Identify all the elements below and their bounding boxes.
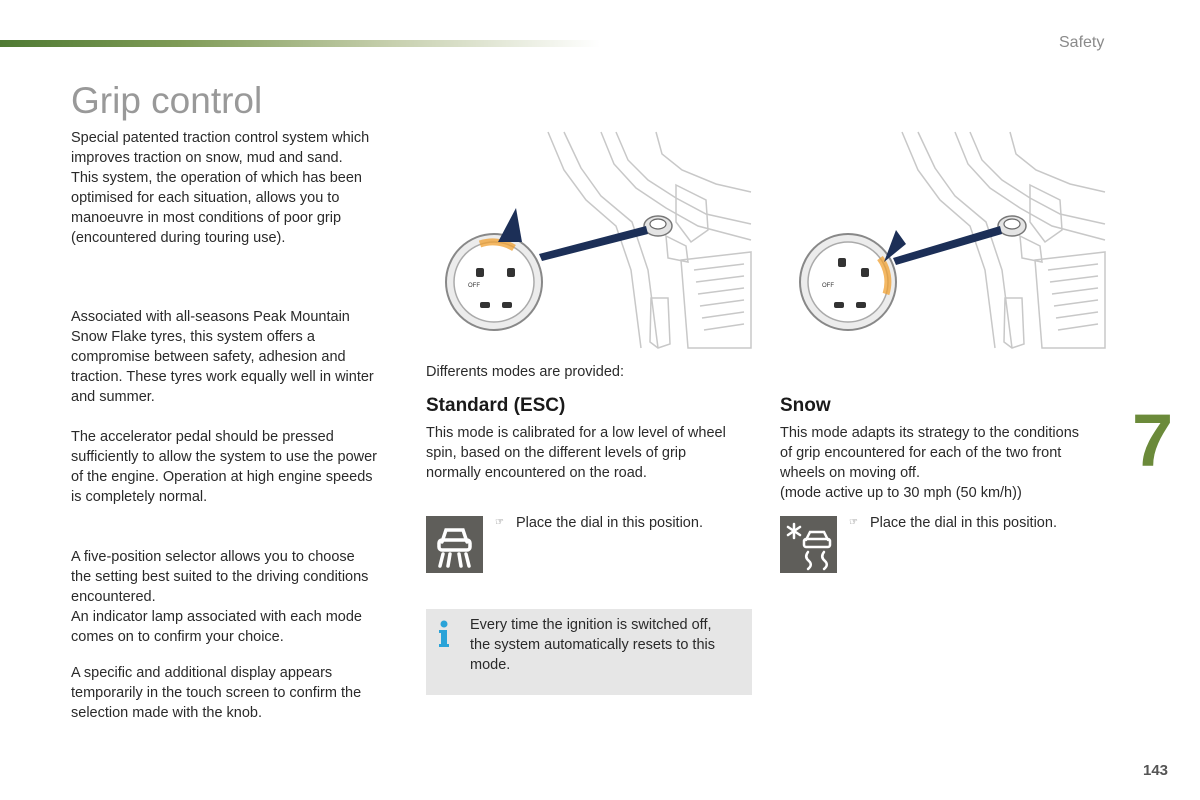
text-line: An indicator lamp associated with each mode bbox=[71, 609, 362, 625]
text-line: manoeuvre in most conditions of poor grip bbox=[71, 210, 342, 226]
text-line: compromise between safety, adhesion and bbox=[71, 349, 346, 365]
text-line: traction. These tyres work equally well in winter bbox=[71, 369, 374, 385]
standard-heading: Standard (ESC) bbox=[426, 395, 566, 416]
text-line: and summer. bbox=[71, 389, 155, 405]
page-number: 143 bbox=[1143, 762, 1169, 779]
text-line: Every time the ignition is switched off, bbox=[470, 617, 712, 633]
console-knob bbox=[998, 216, 1026, 236]
snow-mode-illustration bbox=[790, 130, 1106, 350]
console-lines bbox=[548, 132, 751, 348]
text-line: This mode is calibrated for a low level of wheel bbox=[426, 425, 726, 441]
hand-pointer-icon: ☞ bbox=[495, 517, 504, 528]
dial-off-label: OFF bbox=[468, 283, 480, 289]
selector-paragraph bbox=[71, 547, 368, 647]
text-line: (encountered during touring use). bbox=[71, 230, 286, 246]
snow-instruction bbox=[849, 515, 1057, 531]
text-line: of grip encountered for each of the two front bbox=[780, 445, 1062, 461]
snow-mode-icon bbox=[780, 516, 837, 573]
display-paragraph bbox=[71, 663, 361, 723]
text-line: the setting best suited to the driving conditions bbox=[71, 569, 369, 585]
text-line: sufficiently to allow the system to use the power bbox=[71, 449, 377, 465]
text-line: mode. bbox=[470, 657, 511, 673]
section-title: Safety bbox=[1059, 34, 1105, 51]
text-line: temporarily in the touch screen to confirm the bbox=[71, 685, 362, 701]
pointer-arrow bbox=[893, 226, 1002, 265]
snow-heading: Snow bbox=[780, 395, 831, 416]
pointer-arrow bbox=[539, 226, 648, 261]
instruction-text: Place the dial in this position. bbox=[515, 515, 703, 531]
header-gradient-bar bbox=[0, 40, 600, 47]
text-line: selection made with the knob. bbox=[71, 705, 263, 721]
tyres-paragraph bbox=[71, 307, 374, 407]
text-line: the system automatically resets to this bbox=[470, 637, 715, 653]
intro-paragraph bbox=[71, 128, 369, 248]
info-text bbox=[470, 615, 715, 675]
snow-description bbox=[780, 423, 1079, 503]
text-line: encountered. bbox=[71, 589, 156, 605]
dial-zoom bbox=[800, 234, 896, 330]
text-line: This system, the operation of which has been bbox=[71, 170, 362, 186]
position-arrow bbox=[498, 208, 522, 242]
text-line: improves traction on snow, mud and sand. bbox=[71, 150, 343, 166]
text-line: (mode active up to 30 mph (50 km/h)) bbox=[780, 485, 1022, 501]
text-line: spin, based on the different levels of grip bbox=[426, 445, 687, 461]
text-line: wheels on moving off. bbox=[780, 465, 920, 481]
text-line: Snow Flake tyres, this system offers a bbox=[71, 329, 315, 345]
standard-mode-icon bbox=[426, 516, 483, 573]
text-line: is completely normal. bbox=[71, 489, 208, 505]
page-title: Grip control bbox=[71, 80, 263, 121]
chapter-number: 7 bbox=[1132, 399, 1174, 482]
text-line: normally encountered on the road. bbox=[426, 465, 647, 481]
standard-description bbox=[426, 423, 726, 483]
text-line: The accelerator pedal should be pressed bbox=[71, 429, 334, 445]
dial-off-label: OFF bbox=[822, 283, 834, 289]
text-line: comes on to confirm your choice. bbox=[71, 629, 284, 645]
dial-zoom bbox=[446, 234, 542, 330]
hand-pointer-icon: ☞ bbox=[849, 517, 858, 528]
console-lines bbox=[902, 132, 1105, 348]
accelerator-paragraph bbox=[71, 427, 377, 507]
modes-intro: Differents modes are provided: bbox=[426, 364, 625, 380]
console-knob bbox=[644, 216, 672, 236]
text-line: optimised for each situation, allows you to bbox=[71, 190, 340, 206]
text-line: Associated with all-seasons Peak Mountain bbox=[71, 309, 350, 325]
text-line: This mode adapts its strategy to the conditions bbox=[780, 425, 1080, 441]
info-icon bbox=[436, 619, 452, 651]
standard-mode-illustration bbox=[436, 130, 752, 350]
text-line: A specific and additional display appears bbox=[71, 665, 333, 681]
instruction-text: Place the dial in this position. bbox=[869, 515, 1057, 531]
text-line: A five-position selector allows you to choose bbox=[71, 549, 355, 565]
info-box bbox=[426, 609, 752, 695]
text-line: Special patented traction control system which bbox=[71, 130, 370, 146]
standard-instruction bbox=[495, 515, 703, 531]
text-line: of the engine. Operation at high engine speeds bbox=[71, 469, 373, 485]
